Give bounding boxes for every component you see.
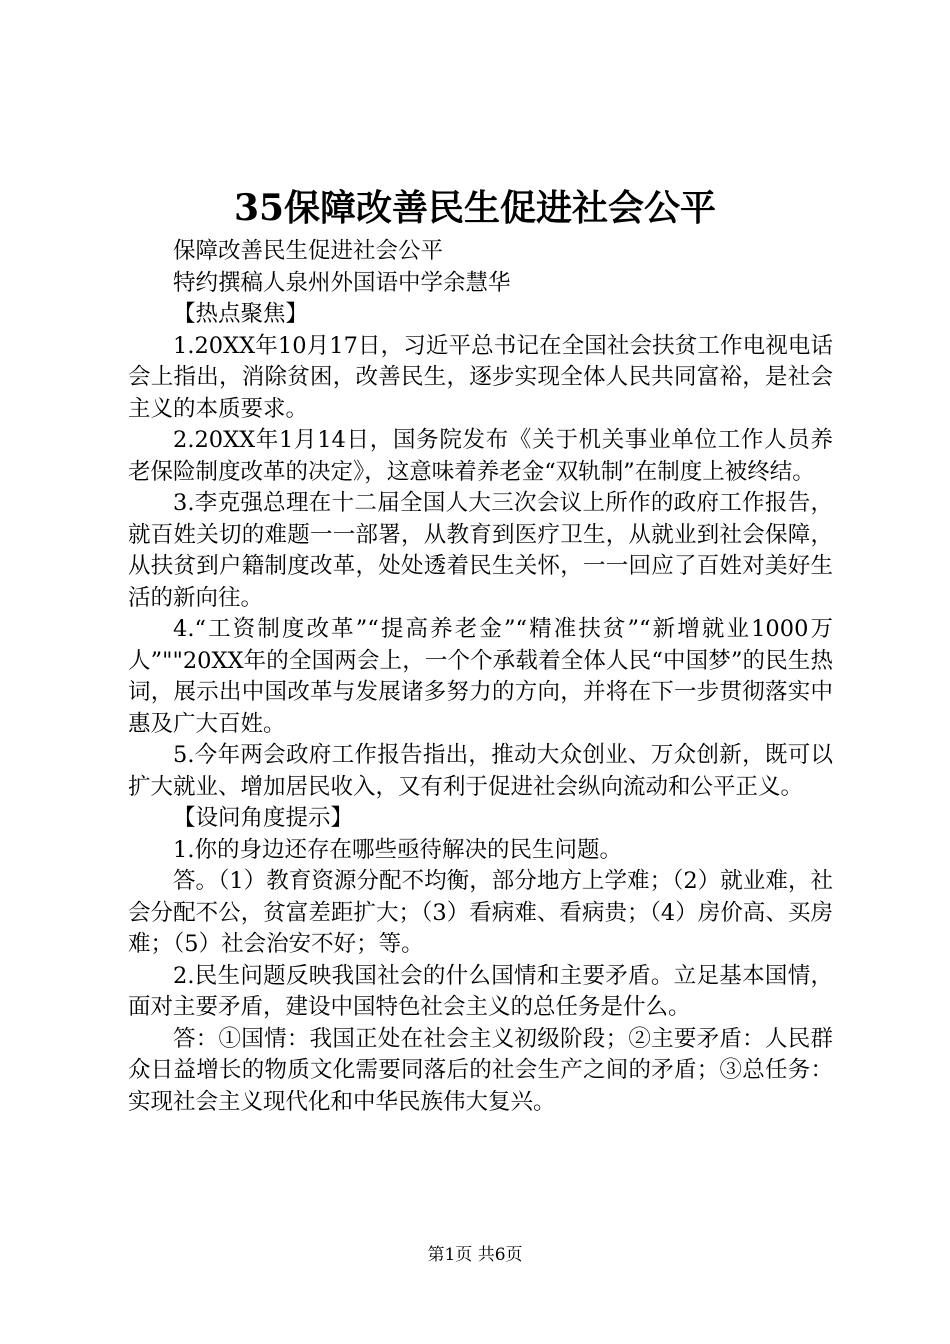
hotspot-item-3: 3.李克强总理在十二届全国人大三次会议上所作的政府工作报告，就百姓关切的难题一一部署，从教育到医疗卫生，从就业到社会保障，从扶贫到户籍制度改革，处处透着民生关怀，一一回应了百姓对美好生活的新向往。	[128, 490, 833, 611]
page-footer: 第1页 共6页	[427, 1245, 523, 1265]
section-heading-hotspot: 【热点聚焦】	[173, 301, 309, 327]
hotspot-item-2: 2.20XX年1月14日，国务院发布《关于机关事业单位工作人员养老保险制度改革的决定》，这意味着养老金“双轨制”在制度上被终结。	[128, 427, 833, 485]
subtitle-paragraph: 保障改善民生促进社会公平	[173, 238, 444, 264]
question-1: 1.你的身边还存在哪些亟待解决的民生问题。	[173, 836, 622, 863]
section-heading-questions: 【设问角度提示】	[173, 805, 354, 831]
answer-2: 答：①国情：我国正处在社会主义初级阶段；②主要矛盾：人民群众日益增长的物质文化需要同落后的社会生产之间的矛盾；③总任务：实现社会主义现代化和中华民族伟大复兴。	[128, 1025, 833, 1115]
author-paragraph: 特约撰稿人泉州外国语中学余慧华	[173, 269, 511, 296]
document-body	[128, 236, 833, 1118]
hotspot-item-5: 5.今年两会政府工作报告指出，推动大众创业、万众创新，既可以扩大就业、增加居民收入，又有利于促进社会纵向流动和公平正义。	[128, 742, 833, 800]
document-title: 35保障改善民生促进社会公平	[233, 187, 717, 229]
hotspot-item-1: 1.20XX年10月17日，习近平总书记在全国社会扶贫工作电视电话会上指出，消除贫困，改善民生，逐步实现全体人民共同富裕，是社会主义的本质要求。	[128, 332, 833, 422]
question-2: 2.民生问题反映我国社会的什么国情和主要矛盾。立足基本国情，面对主要矛盾，建设中国特色社会主义的总任务是什么。	[128, 962, 833, 1020]
answer-1: 答。（1）教育资源分配不均衡，部分地方上学难；（2）就业难，社会分配不公，贫富差距扩大；（3）看病难、看病贵；（4）房价高、买房难；（5）社会治安不好；等。	[128, 868, 833, 957]
hotspot-item-4: 4.“工资制度改革”“提高养老金”“精准扶贫”“新增就业1000万人”""20XX年的全国两会上，一个个承载着全体人民“中国梦”的民生热词，展示出中国改革与发展诸多努力的方向，并将在下一步贯彻落实中惠及广大百姓。	[128, 616, 833, 737]
